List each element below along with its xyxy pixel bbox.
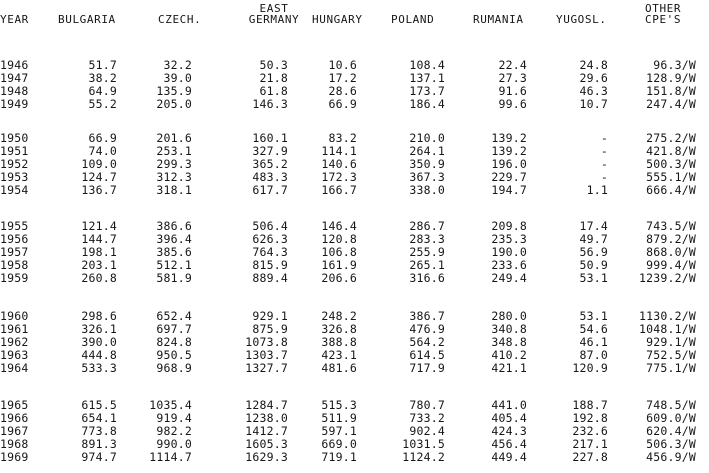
cell-rumania: 348.8 — [491, 335, 527, 350]
cell-rumania: 233.6 — [491, 258, 527, 273]
cell-rumania: 91.6 — [498, 84, 527, 99]
cell-czech: 652.4 — [156, 309, 192, 323]
cell-bulgaria: 121.4 — [81, 219, 117, 233]
row-year-cell: 1950 — [0, 131, 29, 145]
cell-east-germany: 1412.7 — [245, 424, 288, 439]
row-year-cell: 1968 — [0, 437, 29, 452]
cell-east-germany: 1327.7 — [245, 361, 288, 376]
cell-poland: 780.7 — [409, 398, 445, 412]
row-year-cell: 1957 — [0, 245, 29, 260]
cell-poland: 476.9 — [409, 322, 445, 337]
cell-other-cpes: 128.9/W — [646, 71, 696, 86]
cell-hungary: 515.3 — [321, 398, 357, 412]
cell-hungary: 114.1 — [321, 144, 357, 159]
cell-czech: 581.9 — [156, 271, 192, 286]
cell-poland: 338.0 — [409, 183, 445, 198]
cell-czech: 982.2 — [156, 424, 192, 439]
row-year-cell: 1964 — [0, 361, 29, 376]
cell-hungary: 326.8 — [321, 322, 357, 337]
cell-bulgaria: 773.8 — [81, 424, 117, 439]
cell-bulgaria: 124.7 — [81, 170, 117, 185]
cell-bulgaria: 533.3 — [81, 361, 117, 376]
cell-poland: 137.1 — [409, 71, 445, 86]
cell-other-cpes: 96.3/W — [653, 58, 696, 72]
cell-rumania: 99.6 — [498, 97, 527, 112]
cell-other-cpes: 743.5/W — [646, 219, 696, 233]
cell-yugosl: 217.1 — [572, 437, 608, 452]
cell-east-germany: 875.9 — [252, 322, 288, 337]
column-header-hungary: HUNGARY — [312, 13, 363, 26]
cell-poland: 717.9 — [409, 361, 445, 376]
cell-east-germany: 146.3 — [252, 97, 288, 112]
cell-bulgaria: 444.8 — [81, 348, 117, 363]
cell-czech: 1035.4 — [149, 398, 192, 412]
cell-east-germany: 21.8 — [259, 71, 288, 86]
cell-yugosl: 49.7 — [579, 232, 608, 247]
cell-hungary: 66.9 — [328, 97, 357, 112]
cell-yugosl: - — [600, 157, 608, 172]
cell-hungary: 17.2 — [328, 71, 357, 86]
cell-rumania: 229.7 — [491, 170, 527, 185]
cell-yugosl: 50.9 — [579, 258, 608, 273]
cell-bulgaria: 55.2 — [88, 97, 117, 112]
row-year-cell: 1951 — [0, 144, 29, 159]
cell-east-germany: 1284.7 — [245, 398, 288, 412]
row-year-cell: 1969 — [0, 450, 29, 465]
cell-czech: 512.1 — [156, 258, 192, 273]
cell-czech: 318.1 — [156, 183, 192, 198]
row-year-cell: 1949 — [0, 97, 29, 112]
cell-poland: 386.7 — [409, 309, 445, 323]
cell-bulgaria: 51.7 — [88, 58, 117, 72]
cell-hungary: 28.6 — [328, 84, 357, 99]
row-year-cell: 1948 — [0, 84, 29, 99]
cell-east-germany: 1073.8 — [245, 335, 288, 350]
cell-yugosl: 17.4 — [579, 219, 608, 233]
cell-czech: 919.4 — [156, 411, 192, 426]
row-year-cell: 1966 — [0, 411, 29, 426]
cell-poland: 1031.5 — [402, 437, 445, 452]
cell-yugosl: 54.6 — [579, 322, 608, 337]
cell-bulgaria: 615.5 — [81, 398, 117, 412]
cell-czech: 386.6 — [156, 219, 192, 233]
cell-rumania: 209.8 — [491, 219, 527, 233]
cell-other-cpes: 609.0/W — [646, 411, 696, 426]
cell-poland: 902.4 — [409, 424, 445, 439]
cell-poland: 733.2 — [409, 411, 445, 426]
cell-czech: 968.9 — [156, 361, 192, 376]
cell-yugosl: 87.0 — [579, 348, 608, 363]
cell-poland: 614.5 — [409, 348, 445, 363]
column-header-czech: CZECH. — [158, 13, 202, 26]
row-year-cell: 1962 — [0, 335, 29, 350]
cell-bulgaria: 390.0 — [81, 335, 117, 350]
cell-poland: 108.4 — [409, 58, 445, 72]
cell-czech: 990.0 — [156, 437, 192, 452]
cell-hungary: 140.6 — [321, 157, 357, 172]
cell-poland: 350.9 — [409, 157, 445, 172]
cell-hungary: 388.8 — [321, 335, 357, 350]
cell-hungary: 166.7 — [321, 183, 357, 198]
cell-other-cpes: 1130.2/W — [639, 309, 696, 323]
cell-bulgaria: 891.3 — [81, 437, 117, 452]
row-year-cell: 1959 — [0, 271, 29, 286]
cell-rumania: 139.2 — [491, 131, 527, 145]
cell-czech: 312.3 — [156, 170, 192, 185]
cell-other-cpes: 1048.1/W — [639, 322, 696, 337]
cell-hungary: 481.6 — [321, 361, 357, 376]
cell-bulgaria: 66.9 — [88, 131, 117, 145]
cell-yugosl: 29.6 — [579, 71, 608, 86]
cell-bulgaria: 64.9 — [88, 84, 117, 99]
row-year-cell: 1958 — [0, 258, 29, 273]
cell-poland: 367.3 — [409, 170, 445, 185]
cell-yugosl: 46.3 — [579, 84, 608, 99]
column-header-poland: POLAND — [391, 13, 435, 26]
cell-hungary: 146.4 — [321, 219, 357, 233]
cell-hungary: 83.2 — [328, 131, 357, 145]
column-header-east-germany: GERMANY — [248, 13, 300, 26]
cell-poland: 1124.2 — [402, 450, 445, 465]
row-year-cell: 1947 — [0, 71, 29, 86]
cell-yugosl: 53.1 — [579, 309, 608, 323]
cell-east-germany: 483.3 — [252, 170, 288, 185]
cell-east-germany: 617.7 — [252, 183, 288, 198]
row-year-cell: 1946 — [0, 58, 29, 72]
cell-hungary: 10.6 — [328, 58, 357, 72]
cell-czech: 697.7 — [156, 322, 192, 337]
cell-bulgaria: 198.1 — [81, 245, 117, 260]
cell-east-germany: 1303.7 — [245, 348, 288, 363]
cell-poland: 265.1 — [409, 258, 445, 273]
cell-east-germany: 889.4 — [252, 271, 288, 286]
cell-yugosl: 227.8 — [572, 450, 608, 465]
cell-czech: 824.8 — [156, 335, 192, 350]
cell-rumania: 22.4 — [498, 58, 527, 72]
cell-other-cpes: 1239.2/W — [639, 271, 696, 286]
column-header-year: YEAR — [0, 13, 29, 26]
cell-czech: 385.6 — [156, 245, 192, 260]
cell-other-cpes: 500.3/W — [646, 157, 696, 172]
column-header-rumania: RUMANIA — [473, 13, 524, 26]
cell-rumania: 424.3 — [491, 424, 527, 439]
cell-rumania: 456.4 — [491, 437, 527, 452]
row-year-cell: 1952 — [0, 157, 29, 172]
cell-hungary: 106.8 — [321, 245, 357, 260]
cell-yugosl: 232.6 — [572, 424, 608, 439]
cell-bulgaria: 260.8 — [81, 271, 117, 286]
cell-rumania: 139.2 — [491, 144, 527, 159]
cell-east-germany: 626.3 — [252, 232, 288, 247]
cell-czech: 205.0 — [156, 97, 192, 112]
cell-bulgaria: 654.1 — [81, 411, 117, 426]
cell-rumania: 194.7 — [491, 183, 527, 198]
cell-czech: 201.6 — [156, 131, 192, 145]
cell-yugosl: 192.8 — [572, 411, 608, 426]
cell-east-germany: 1605.3 — [245, 437, 288, 452]
cell-yugosl: 56.9 — [579, 245, 608, 260]
cell-yugosl: 120.9 — [572, 361, 608, 376]
cell-poland: 286.7 — [409, 219, 445, 233]
column-header-bulgaria: BULGARIA — [58, 13, 116, 26]
cell-bulgaria: 203.1 — [81, 258, 117, 273]
cell-rumania: 27.3 — [498, 71, 527, 86]
cell-bulgaria: 144.7 — [81, 232, 117, 247]
cell-czech: 950.5 — [156, 348, 192, 363]
cell-czech: 396.4 — [156, 232, 192, 247]
cell-poland: 210.0 — [409, 131, 445, 145]
cell-hungary: 248.2 — [321, 309, 357, 323]
cell-czech: 32.2 — [163, 58, 192, 72]
cell-east-germany: 815.9 — [252, 258, 288, 273]
cell-hungary: 161.9 — [321, 258, 357, 273]
cell-bulgaria: 109.0 — [81, 157, 117, 172]
row-year-cell: 1967 — [0, 424, 29, 439]
cell-rumania: 235.3 — [491, 232, 527, 247]
cell-yugosl: 1.1 — [586, 183, 608, 198]
cell-czech: 135.9 — [156, 84, 192, 99]
cell-hungary: 719.1 — [321, 450, 357, 465]
cell-other-cpes: 620.4/W — [646, 424, 696, 439]
cell-rumania: 421.1 — [491, 361, 527, 376]
cell-poland: 283.3 — [409, 232, 445, 247]
cell-rumania: 190.0 — [491, 245, 527, 260]
cell-other-cpes: 456.9/W — [646, 450, 696, 465]
cell-hungary: 206.6 — [321, 271, 357, 286]
row-year-cell: 1963 — [0, 348, 29, 363]
cell-other-cpes: 775.1/W — [646, 361, 696, 376]
cell-rumania: 410.2 — [491, 348, 527, 363]
cell-other-cpes: 868.0/W — [646, 245, 696, 260]
cell-yugosl: 188.7 — [572, 398, 608, 412]
cell-poland: 316.6 — [409, 271, 445, 286]
cell-east-germany: 1629.3 — [245, 450, 288, 465]
cell-east-germany: 160.1 — [252, 131, 288, 145]
cell-poland: 255.9 — [409, 245, 445, 260]
cell-east-germany: 764.3 — [252, 245, 288, 260]
row-year-cell: 1960 — [0, 309, 29, 323]
cell-other-cpes: 999.4/W — [646, 258, 696, 273]
cell-poland: 186.4 — [409, 97, 445, 112]
cell-yugosl: - — [600, 144, 608, 159]
cell-yugosl: 10.7 — [579, 97, 608, 112]
cell-yugosl: 24.8 — [579, 58, 608, 72]
cell-hungary: 669.0 — [321, 437, 357, 452]
row-year-cell: 1955 — [0, 219, 29, 233]
column-header-other-cpes: OTHER — [645, 2, 682, 15]
cell-east-germany: 61.8 — [259, 84, 288, 99]
row-year-cell: 1954 — [0, 183, 29, 198]
row-year-cell: 1961 — [0, 322, 29, 337]
row-year-cell: 1953 — [0, 170, 29, 185]
cell-other-cpes: 879.2/W — [646, 232, 696, 247]
cell-rumania: 196.0 — [491, 157, 527, 172]
cell-east-germany: 506.4 — [252, 219, 288, 233]
cell-poland: 173.7 — [409, 84, 445, 99]
cell-czech: 253.1 — [156, 144, 192, 159]
cell-bulgaria: 298.6 — [81, 309, 117, 323]
cell-czech: 39.0 — [163, 71, 192, 86]
cell-yugosl: - — [600, 170, 608, 185]
cell-rumania: 340.8 — [491, 322, 527, 337]
cell-rumania: 449.4 — [491, 450, 527, 465]
cell-other-cpes: 555.1/W — [646, 170, 696, 185]
cell-other-cpes: 506.3/W — [646, 437, 696, 452]
cell-other-cpes: 275.2/W — [646, 131, 696, 145]
cell-east-germany: 365.2 — [252, 157, 288, 172]
cell-rumania: 441.0 — [491, 398, 527, 412]
row-year-cell: 1956 — [0, 232, 29, 247]
cell-rumania: 249.4 — [491, 271, 527, 286]
cell-bulgaria: 74.0 — [88, 144, 117, 159]
cell-poland: 564.2 — [409, 335, 445, 350]
cell-czech: 299.3 — [156, 157, 192, 172]
cell-yugosl: - — [600, 131, 608, 145]
cell-east-germany: 929.1 — [252, 309, 288, 323]
cell-other-cpes: 247.4/W — [646, 97, 696, 112]
cell-hungary: 172.3 — [321, 170, 357, 185]
cell-yugosl: 53.1 — [579, 271, 608, 286]
cell-bulgaria: 136.7 — [81, 183, 117, 198]
cell-rumania: 280.0 — [491, 309, 527, 323]
cell-poland: 264.1 — [409, 144, 445, 159]
cell-other-cpes: 748.5/W — [646, 398, 696, 412]
cell-hungary: 511.9 — [321, 411, 357, 426]
cell-bulgaria: 38.2 — [88, 71, 117, 86]
cell-hungary: 423.1 — [321, 348, 357, 363]
cell-other-cpes: 421.8/W — [646, 144, 696, 159]
column-header-other-cpes: CPE'S — [645, 13, 682, 26]
cell-czech: 1114.7 — [149, 450, 192, 465]
column-header-yugosl: YUGOSL. — [556, 13, 607, 26]
cell-hungary: 120.8 — [321, 232, 357, 247]
cell-rumania: 405.4 — [491, 411, 527, 426]
cell-hungary: 597.1 — [321, 424, 357, 439]
cell-east-germany: 327.9 — [252, 144, 288, 159]
cell-east-germany: 50.3 — [259, 58, 288, 72]
cell-other-cpes: 752.5/W — [646, 348, 696, 363]
column-header-east-germany: EAST — [259, 2, 289, 15]
cell-east-germany: 1238.0 — [245, 411, 288, 426]
cell-yugosl: 46.1 — [579, 335, 608, 350]
cell-other-cpes: 151.8/W — [646, 84, 696, 99]
row-year-cell: 1965 — [0, 398, 29, 412]
cell-other-cpes: 666.4/W — [646, 183, 696, 198]
cell-bulgaria: 974.7 — [81, 450, 117, 465]
cell-bulgaria: 326.1 — [81, 322, 117, 337]
cell-other-cpes: 929.1/W — [646, 335, 696, 350]
